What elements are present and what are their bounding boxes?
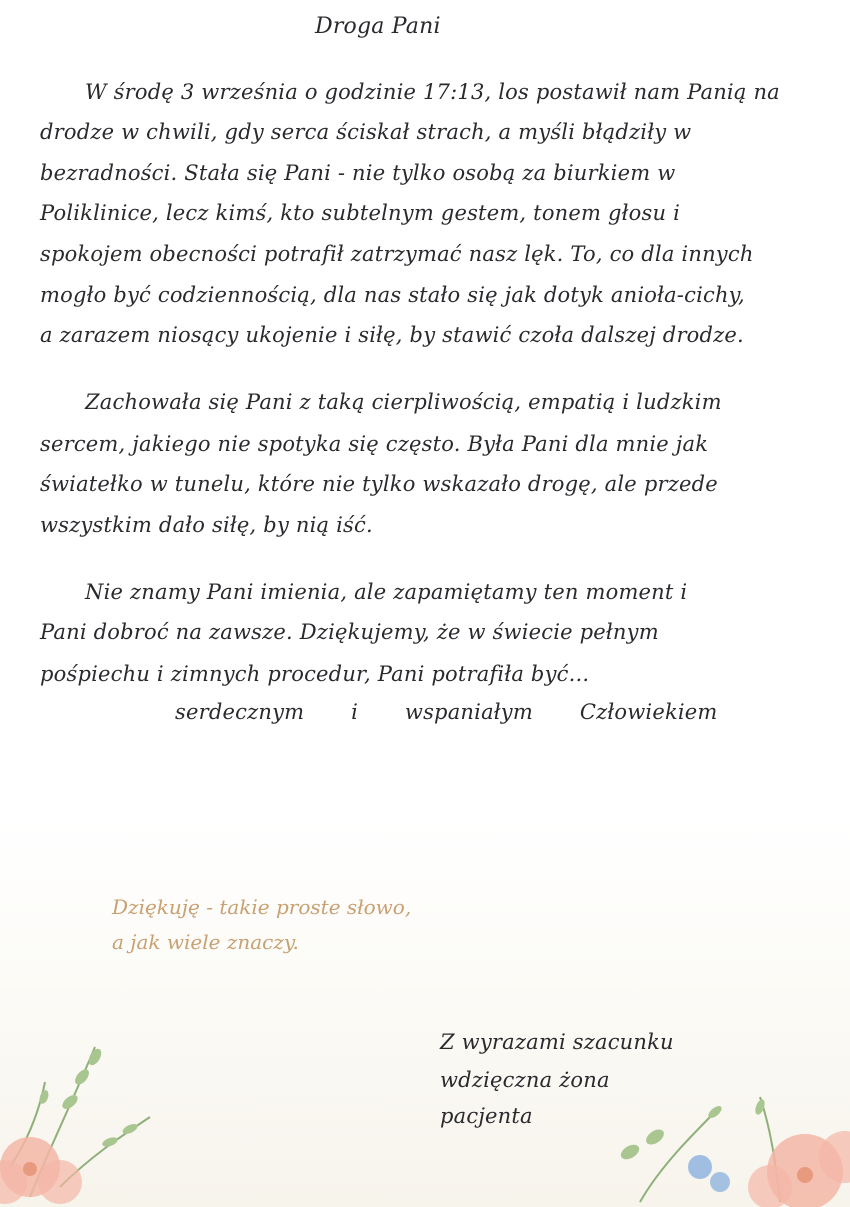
letter-line: Zachowała się Pani z taką cierpliwością, empatią i ludzkim <box>85 390 722 414</box>
letter-line: spokojem obecności potrafił zatrzymać nasz lęk. To, co dla innych <box>40 242 754 266</box>
letter-line: pośpiechu i zimnych procedur, Pani potrafiła być... <box>40 662 590 686</box>
letter-line: sercem, jakiego nie spotyka się często. Była Pani dla mnie jak <box>40 432 709 456</box>
letter-line: W środę 3 września o godzinie 17:13, los postawił nam Panią na <box>85 80 780 104</box>
signoff-line: Z wyrazami szacunku <box>440 1030 674 1054</box>
letter-greeting: Droga Pani <box>315 14 441 39</box>
right-flower-cluster <box>618 1097 850 1207</box>
letter-line: mogło być codziennością, dla nas stało się jak dotyk anioła-cichy, <box>40 283 745 307</box>
letter-line: wszystkim dało siłę, by nią iść. <box>40 513 373 537</box>
left-flower-cluster <box>0 1047 150 1204</box>
letter-line: światełko w tunelu, które nie tylko wskazało drogę, ale przede <box>40 472 718 496</box>
letter-line: Pani dobroć na zawsze. Dziękujemy, że w świecie pełnym <box>40 620 659 644</box>
printed-quote-line: a jak wiele znaczy. <box>112 930 299 954</box>
letter-line: bezradności. Stała się Pani - nie tylko osobą za biurkiem w <box>40 161 676 185</box>
signoff-line: wdzięczna żona <box>440 1068 610 1092</box>
floral-border <box>0 987 850 1207</box>
printed-quote-line: Dziękuję - takie proste słowo, <box>112 895 412 919</box>
letter-line: drodze w chwili, gdy serca ściskał strach, a myśli błądziły w <box>40 120 692 144</box>
letter-line: Nie znamy Pani imienia, ale zapamiętamy ten moment i <box>85 580 688 604</box>
letter-closing-line: serdecznym i wspaniałym Człowiekiem <box>175 700 718 724</box>
signoff-line: pacjenta <box>440 1104 533 1128</box>
letter-line: Poliklinice, lecz kimś, kto subtelnym gestem, tonem głosu i <box>40 201 680 225</box>
letter-line: a zarazem niosący ukojenie i siłę, by stawić czoła dalszej drodze. <box>40 323 744 347</box>
